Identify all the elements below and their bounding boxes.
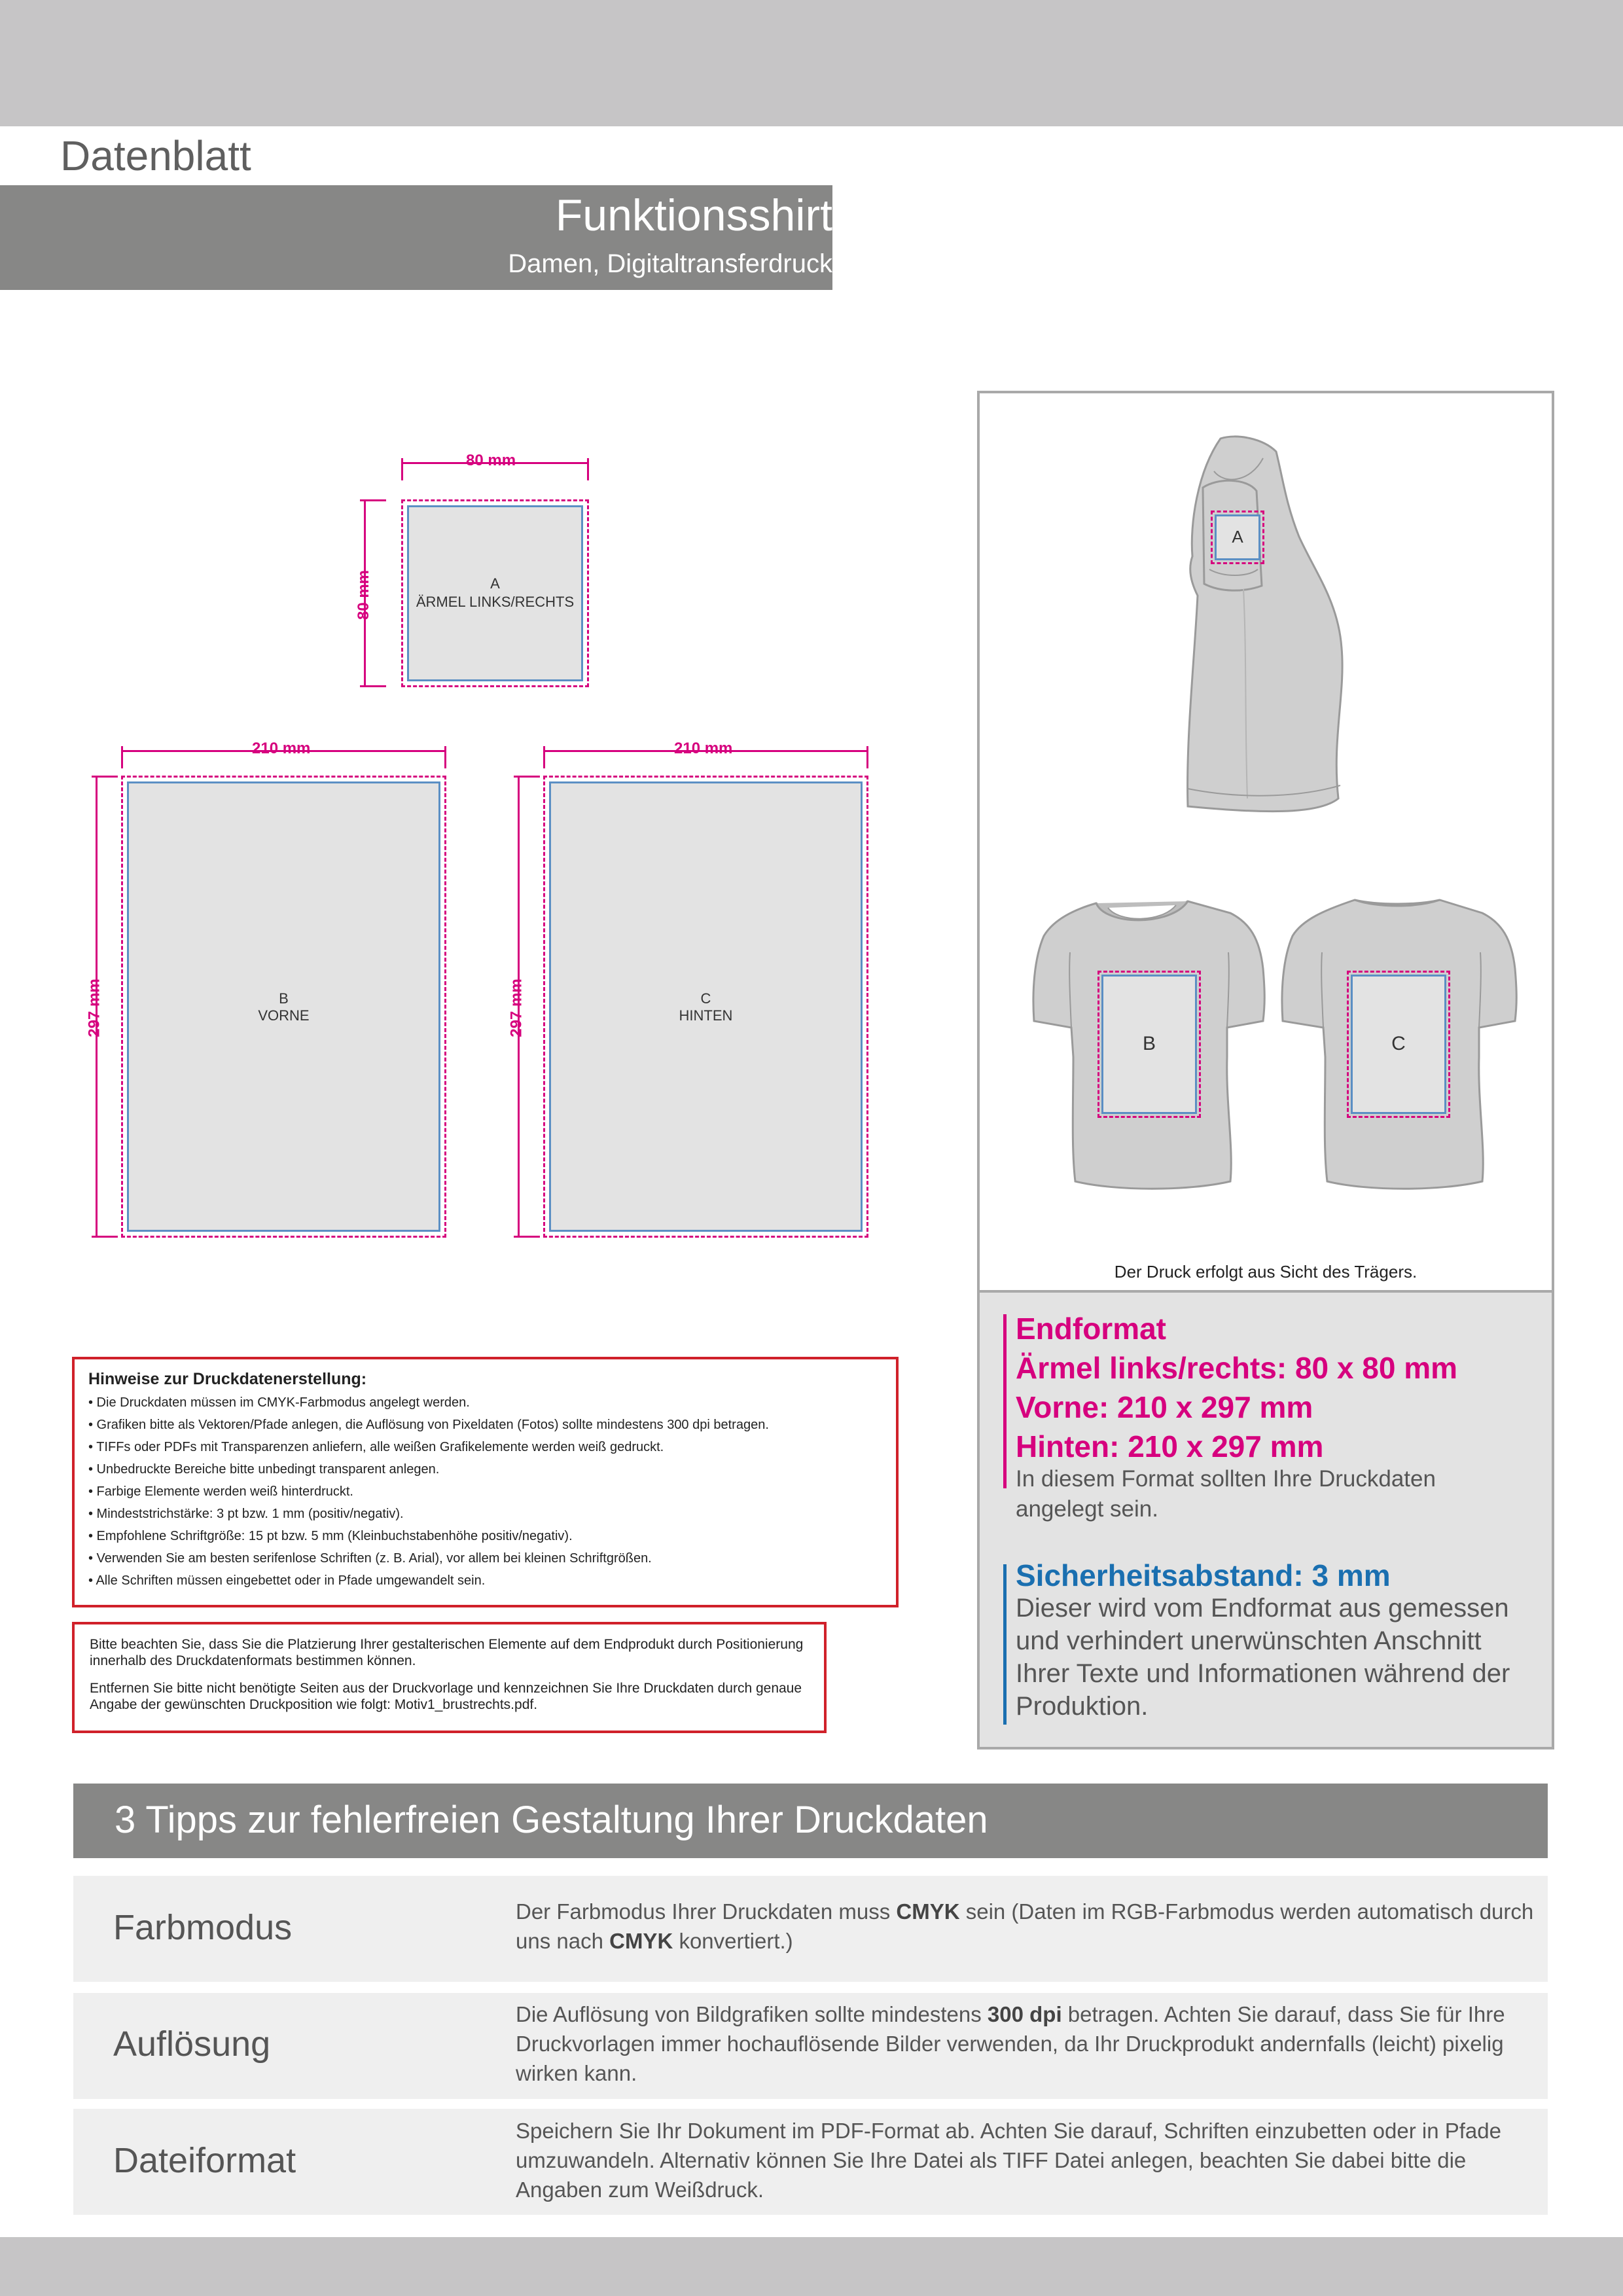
back-marker-letter: C: [1391, 1033, 1406, 1054]
tip-text: Speichern Sie Ihr Dokument im PDF-Format ab. Achten Sie darauf, Schriften einzubetten oder in Pfade umzuwandeln. Alternativ können Sie Ihre Datei als TIFF Datei anlegen, beachten Sie dabei bitte die Angaben zum Weißdruck.: [516, 2119, 1501, 2202]
hints-list: [88, 1391, 769, 1592]
safety-text: Dieser wird vom Endformat aus gemessen und verhindert unerwünschten Anschnitt Ihrer Texte und Informationen während der Produktion.: [1016, 1594, 1510, 1721]
hint-item: • Empfohlene Schriftgröße: 15 pt bzw. 5 mm (Kleinbuchstabenhöhe positiv/negativ).: [88, 1529, 573, 1543]
area-b-name: VORNE: [258, 1007, 310, 1024]
placement-note-2: Entfernen Sie bitte nicht benötigte Seiten aus der Druckvorlage und kennzeichnen Sie Ihre Druckdaten durch genaue Angabe der gewünschten Druckposition wie folgt: Motiv1_brustrechts.pdf.: [90, 1681, 802, 1712]
page-title: Funktionsshirt: [555, 190, 832, 240]
area-c-letter: C: [700, 990, 711, 1007]
area-c-diagram: [507, 740, 874, 1250]
doc-label: Datenblatt: [60, 132, 251, 179]
hint-item: • TIFFs oder PDFs mit Transparenzen anliefern, alle weißen Grafikelemente werden weiß gedruckt.: [88, 1440, 664, 1454]
area-a-diagram: [353, 452, 602, 700]
hint-item: • Alle Schriften müssen eingebettet oder in Pfade umgewandelt sein.: [88, 1573, 486, 1588]
shirt-side-view: [1185, 432, 1355, 818]
tips-title: 3 Tipps zur fehlerfreien Gestaltung Ihrer Druckdaten: [115, 1799, 988, 1841]
format-back: Hinten: 210 x 297 mm: [1016, 1429, 1324, 1463]
tip-label: Auflösung: [113, 2024, 271, 2064]
bottom-band: [0, 2237, 1623, 2296]
area-c-width: 210 mm: [674, 740, 733, 757]
format-heading: Endformat: [1016, 1312, 1166, 1346]
safety-heading: Sicherheitsabstand: 3 mm: [1016, 1558, 1391, 1592]
format-accent-bar: [1003, 1314, 1007, 1488]
hint-item: • Verwenden Sie am besten serifenlose Schriften (z. B. Arial), vor allem bei kleinen Schriftgrößen.: [88, 1551, 652, 1566]
sight-note: Der Druck erfolgt aus Sicht des Trägers.: [1114, 1262, 1418, 1282]
hint-item: • Mindeststrichstärke: 3 pt bzw. 1 mm (positiv/negativ).: [88, 1507, 404, 1521]
format-sleeve: Ärmel links/rechts: 80 x 80 mm: [1016, 1351, 1457, 1385]
safety-accent-bar: [1003, 1564, 1007, 1725]
format-note: In diesem Format sollten Ihre Druckdaten angelegt sein.: [1016, 1466, 1436, 1522]
tip-label: Dateiformat: [113, 2141, 296, 2180]
hint-item: • Unbedruckte Bereiche bitte unbedingt transparent anlegen.: [88, 1462, 440, 1477]
area-c-name: HINTEN: [679, 1007, 733, 1024]
tip-label: Farbmodus: [113, 1908, 293, 1947]
area-b-letter: B: [279, 990, 289, 1007]
sleeve-marker-letter: A: [1232, 527, 1243, 547]
hint-item: • Grafiken bitte als Vektoren/Pfade anlegen, die Auflösung von Pixeldaten (Fotos) sollte mindestens 300 dpi betragen.: [88, 1418, 769, 1432]
area-c-height: 297 mm: [507, 978, 526, 1037]
area-b-height: 297 mm: [85, 978, 103, 1037]
hint-item: • Die Druckdaten müssen im CMYK-Farbmodus angelegt werden.: [88, 1395, 470, 1410]
area-a-width: 80 mm: [466, 452, 516, 469]
tip-text: Der Farbmodus Ihrer Druckdaten muss CMYK sein (Daten im RGB-Farbmodus werden automatisch durch uns nach CMYK konvertiert.): [516, 1899, 1534, 1953]
hints-title: Hinweise zur Druckdatenerstellung:: [88, 1370, 367, 1388]
area-b-diagram: [85, 740, 452, 1250]
area-a-name: ÄRMEL LINKS/RECHTS: [416, 594, 575, 610]
area-a-height: 80 mm: [355, 569, 373, 620]
area-a-letter: A: [490, 575, 500, 592]
page-subtitle: Damen, Digitaltransferdruck: [508, 249, 832, 278]
tip-text: Die Auflösung von Bildgrafiken sollte mindestens 300 dpi betragen. Achten Sie darauf, dass Sie für Ihre Druckvorlagen immer hochauflösende Bilder verwenden, da Ihr Druckprodukt andernfalls (leicht) pixelig wirken kann.: [516, 2002, 1505, 2085]
hint-item: • Farbige Elemente werden weiß hinterdruckt.: [88, 1484, 353, 1499]
area-b-width: 210 mm: [252, 740, 311, 757]
placement-note-1: Bitte beachten Sie, dass Sie die Platzierung Ihrer gestalterischen Elemente auf dem Endprodukt durch Positionierung innerhalb des Druckdatenformats bestimmen können.: [90, 1637, 804, 1668]
top-band: [0, 0, 1623, 126]
front-marker-letter: B: [1142, 1033, 1156, 1054]
format-front: Vorne: 210 x 297 mm: [1016, 1390, 1313, 1424]
